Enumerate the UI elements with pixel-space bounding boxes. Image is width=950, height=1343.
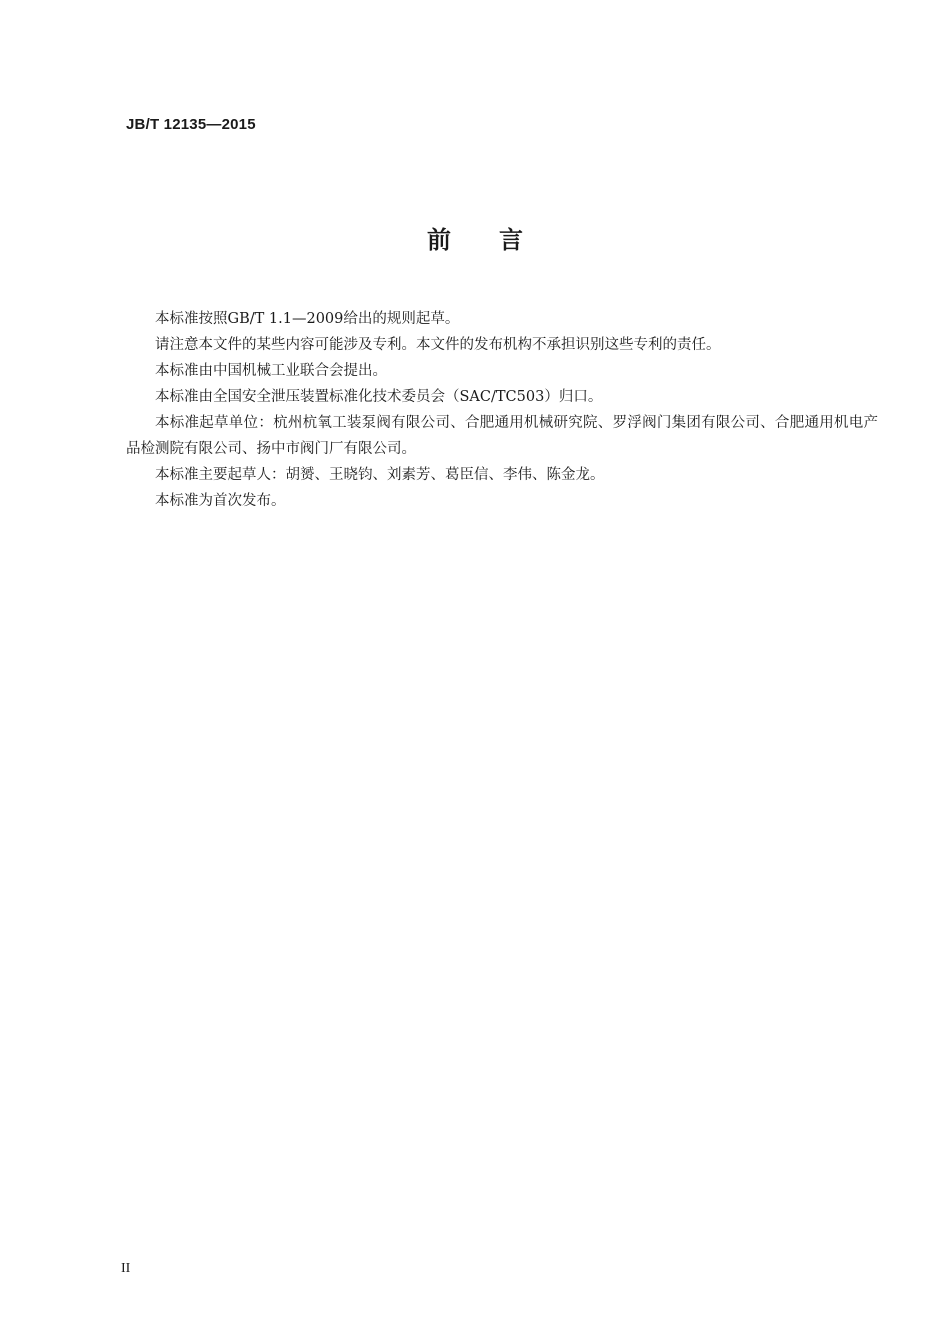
page-number: II [121,1261,131,1276]
paragraph-patent-notice: 请注意本文件的某些内容可能涉及专利。本文件的发布机构不承担识别这些专利的责任。 [155,337,721,353]
title-char-2: 言 [499,226,523,254]
title-char-1: 前 [427,226,451,254]
foreword-body [126,306,878,514]
paragraph-drafting-organizations: 本标准起草单位：杭州杭氧工装泵阀有限公司、合肥通用机械研究院、罗浮阀门集团有限公司、合肥通用机电产品检测院有限公司、扬中市阀门厂有限公司。 [126,415,878,457]
paragraph-drafting-rules: 本标准按照GB/T 1.1—2009给出的规则起草。 [155,311,460,327]
paragraph-proposer: 本标准由中国机械工业联合会提出。 [155,363,387,379]
paragraph-first-issue: 本标准为首次发布。 [155,493,286,509]
page-title [0,220,950,255]
paragraph-drafters: 本标准主要起草人：胡赟、王晓钧、刘素芳、葛臣信、李伟、陈金龙。 [155,467,605,483]
standard-code: JB/T 12135—2015 [126,116,256,133]
paragraph-technical-committee: 本标准由全国安全泄压装置标准化技术委员会（SAC/TC503）归口。 [155,389,603,405]
